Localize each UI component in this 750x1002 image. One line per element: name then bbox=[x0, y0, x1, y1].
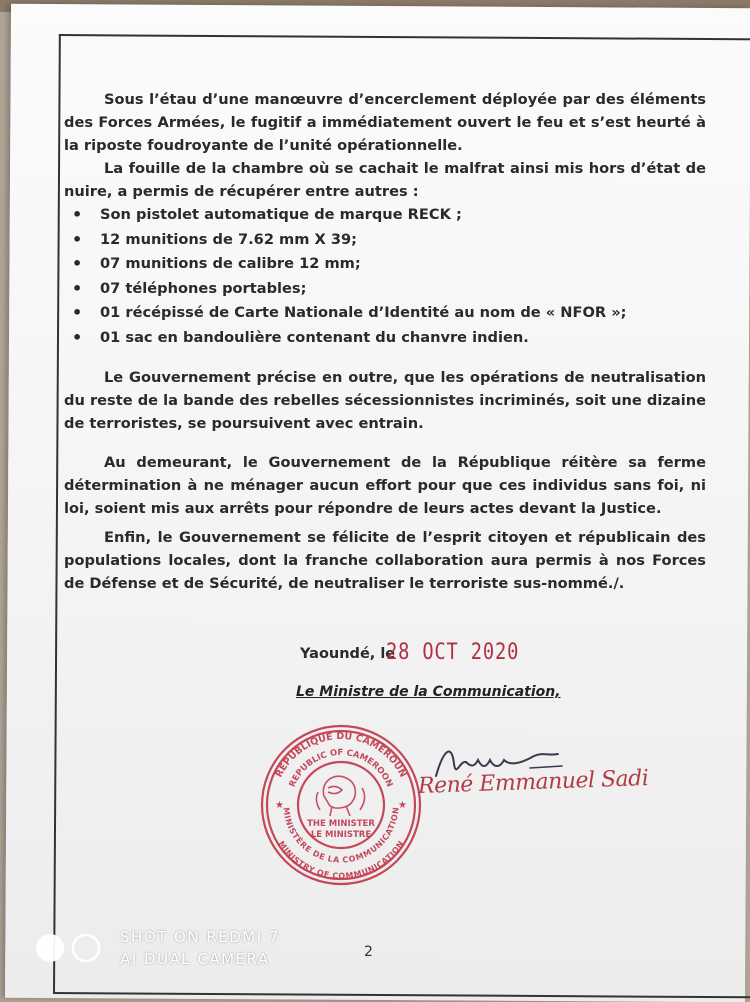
date-stamp: 28 OCT 2020 bbox=[386, 640, 520, 665]
list-item: • Son pistolet automatique de marque RECK ; bbox=[64, 203, 706, 228]
list-item: • 12 munitions de 7.62 mm X 39; bbox=[64, 228, 706, 253]
seal-bottom-1: MINISTRY OF COMMUNICATION bbox=[276, 839, 406, 881]
paragraph-5: Enfin, le Gouvernement se félicite de l’esprit citoyen et républicain des populations locales, dont la franche collaboration aura permis à nos Forces de Défense et de Sécurité, de neutraliser le terroriste sus-nommé./. bbox=[64, 529, 706, 592]
dateline: Yaoundé, le bbox=[300, 646, 396, 662]
paragraph-2: La fouille de la chambre où se cachait le malfrat ainsi mis hors d’état de nuire, a permis de récupérer entre autres : bbox=[64, 160, 706, 200]
paragraph-4: Au demeurant, le Gouvernement de la République réitère sa ferme détermination à ne ménager aucun effort pour que ces individus sans foi, ni loi, soient mis aux arrêts pour répondre de leurs actes devant la Justice. bbox=[64, 454, 706, 517]
document-body bbox=[64, 88, 706, 595]
paragraph-3: Le Gouvernement précise en outre, que les opérations de neutralisation du reste de la bande des rebelles sécessionnistes incriminés, soit une dizaine de terroristes, se poursuivent avec entrain. bbox=[64, 369, 706, 432]
camera-watermark bbox=[120, 926, 280, 970]
list-item: • 01 récépissé de Carte Nationale d’Identité au nom de « NFOR »; bbox=[64, 301, 706, 326]
seal-star-right-icon: ★ bbox=[398, 800, 407, 811]
minister-title: Le Ministre de la Communication, bbox=[296, 684, 561, 700]
seal-inner-top: REPUBLIC OF CAMEROON bbox=[287, 747, 395, 789]
watermark-line-2: AI DUAL CAMERA bbox=[120, 950, 270, 968]
official-seal-icon bbox=[258, 722, 424, 888]
seal-center-1: THE MINISTER bbox=[307, 819, 375, 829]
seal-center-2: LE MINISTRE bbox=[310, 830, 372, 840]
seal-bottom-2: MINISTÈRE DE LA COMMUNICATION bbox=[281, 806, 401, 865]
paragraph-1: Sous l’étau d’une manœuvre d’encerclement déployée par des éléments des Forces Armées, le fugitif a immédiatement ouvert le feu et s’est heurté à la riposte foudroyante de l’unité opérationnelle. bbox=[64, 91, 706, 154]
watermark-line-1: SHOT ON REDMI 7 bbox=[120, 928, 280, 946]
list-item: • 07 téléphones portables; bbox=[64, 277, 706, 302]
list-item: • 01 sac en bandoulière contenant du chanvre indien. bbox=[64, 326, 706, 351]
camera-watermark-icon bbox=[34, 930, 106, 966]
spacer bbox=[64, 435, 706, 451]
seized-items-list bbox=[64, 203, 706, 350]
page-number: 2 bbox=[364, 944, 373, 960]
signature-name: René Emmanuel Sadi bbox=[417, 765, 649, 800]
seal-star-left-icon: ★ bbox=[275, 800, 284, 811]
list-item: • 07 munitions de calibre 12 mm; bbox=[64, 252, 706, 277]
seal-outer-top: REPUBLIQUE DU CAMEROUN bbox=[273, 730, 409, 780]
spacer bbox=[64, 350, 706, 366]
seal-emblem-icon bbox=[316, 776, 364, 816]
